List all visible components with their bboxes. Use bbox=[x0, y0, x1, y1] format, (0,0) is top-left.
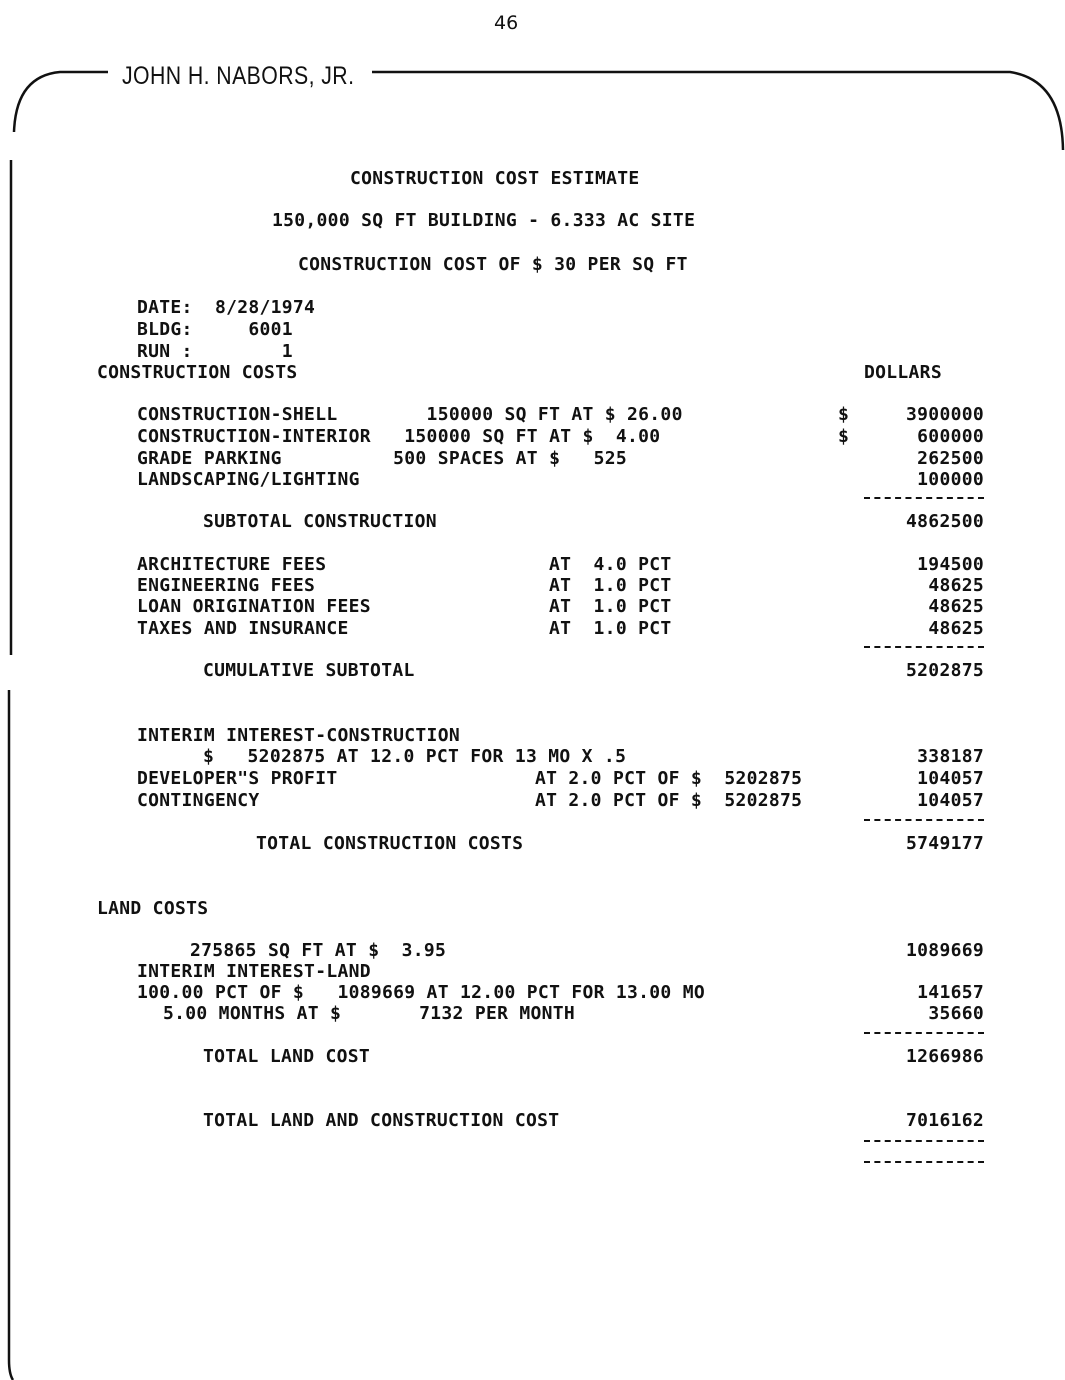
total-construction-amount: 5749177 bbox=[906, 833, 984, 854]
author-letterhead: JOHN H. NABORS, JR. bbox=[122, 62, 355, 90]
total-land-rule bbox=[864, 1032, 984, 1034]
interim-interest-construction-amount: 338187 bbox=[917, 746, 984, 767]
line-item-amount: 600000 bbox=[917, 426, 984, 447]
fee-amount: 48625 bbox=[928, 575, 984, 596]
line-item-desc: GRADE PARKING 500 SPACES AT $ 525 bbox=[137, 448, 628, 469]
grand-total-rule-1 bbox=[864, 1140, 984, 1142]
report-title: CONSTRUCTION COST ESTIMATE bbox=[350, 168, 640, 189]
fee-rate: AT 1.0 PCT bbox=[549, 575, 672, 596]
interim-interest-land-label: INTERIM INTEREST-LAND bbox=[137, 961, 371, 982]
contingency-detail: AT 2.0 PCT OF $ 5202875 bbox=[535, 790, 803, 811]
currency-symbol: $ bbox=[838, 426, 850, 447]
fee-desc: TAXES AND INSURANCE bbox=[137, 618, 349, 639]
subtotal-construction-label: SUBTOTAL CONSTRUCTION bbox=[203, 511, 437, 532]
developer-profit-label: DEVELOPER"S PROFIT bbox=[137, 768, 338, 789]
report-subtitle: 150,000 SQ FT BUILDING - 6.333 AC SITE bbox=[272, 210, 696, 231]
fee-desc: LOAN ORIGINATION FEES bbox=[137, 596, 371, 617]
fee-amount: 194500 bbox=[917, 554, 984, 575]
fee-amount: 48625 bbox=[928, 596, 984, 617]
cumulative-subtotal-label: CUMULATIVE SUBTOTAL bbox=[203, 660, 415, 681]
contingency-amount: 104057 bbox=[917, 790, 984, 811]
line-item-desc: CONSTRUCTION-SHELL 150000 SQ FT AT $ 26.00 bbox=[137, 404, 683, 425]
months-amount: 35660 bbox=[928, 1003, 984, 1024]
total-construction-rule bbox=[864, 819, 984, 821]
bldg-line: BLDG: 6001 bbox=[137, 319, 293, 340]
run-line: RUN : 1 bbox=[137, 341, 293, 362]
total-land-cost-amount: 1266986 bbox=[906, 1046, 984, 1067]
fee-desc: ARCHITECTURE FEES bbox=[137, 554, 327, 575]
line-item-amount: 3900000 bbox=[906, 404, 984, 425]
land-area-line: 275865 SQ FT AT $ 3.95 bbox=[190, 940, 447, 961]
total-construction-label: TOTAL CONSTRUCTION COSTS bbox=[256, 833, 524, 854]
land-costs-heading: LAND COSTS bbox=[97, 898, 209, 919]
line-item-amount: 262500 bbox=[917, 448, 984, 469]
fee-rate: AT 1.0 PCT bbox=[549, 596, 672, 617]
land-area-amount: 1089669 bbox=[906, 940, 984, 961]
fee-rate: AT 4.0 PCT bbox=[549, 554, 672, 575]
subtotal-construction-amount: 4862500 bbox=[906, 511, 984, 532]
cumulative-subtotal-amount: 5202875 bbox=[906, 660, 984, 681]
fee-desc: ENGINEERING FEES bbox=[137, 575, 316, 596]
line-item-amount: 100000 bbox=[917, 469, 984, 490]
contingency-label: CONTINGENCY bbox=[137, 790, 260, 811]
cost-rate-line: CONSTRUCTION COST OF $ 30 PER SQ FT bbox=[298, 254, 688, 275]
developer-profit-amount: 104057 bbox=[917, 768, 984, 789]
subtotal-rule bbox=[864, 497, 984, 499]
developer-profit-detail: AT 2.0 PCT OF $ 5202875 bbox=[535, 768, 803, 789]
construction-costs-heading: CONSTRUCTION COSTS bbox=[97, 362, 298, 383]
grand-total-amount: 7016162 bbox=[906, 1110, 984, 1131]
page-number: 46 bbox=[494, 12, 519, 34]
fee-amount: 48625 bbox=[928, 618, 984, 639]
total-land-cost-label: TOTAL LAND COST bbox=[203, 1046, 371, 1067]
date-line: DATE: 8/28/1974 bbox=[137, 297, 316, 318]
currency-symbol: $ bbox=[838, 404, 850, 425]
grand-total-rule-2 bbox=[864, 1161, 984, 1163]
line-item-desc: CONSTRUCTION-INTERIOR 150000 SQ FT AT $ 4.00 bbox=[137, 426, 661, 447]
interim-interest-land-amount: 141657 bbox=[917, 982, 984, 1003]
dollars-column-label: DOLLARS bbox=[864, 362, 942, 383]
cumulative-rule bbox=[864, 646, 984, 648]
interim-interest-construction-label: INTERIM INTEREST-CONSTRUCTION bbox=[137, 725, 460, 746]
fee-rate: AT 1.0 PCT bbox=[549, 618, 672, 639]
interim-interest-construction-detail: $ 5202875 AT 12.0 PCT FOR 13 MO X .5 bbox=[203, 746, 627, 767]
months-line: 5.00 MONTHS AT $ 7132 PER MONTH bbox=[163, 1003, 576, 1024]
line-item-desc: LANDSCAPING/LIGHTING bbox=[137, 469, 360, 490]
grand-total-label: TOTAL LAND AND CONSTRUCTION COST bbox=[203, 1110, 560, 1131]
interim-interest-land-detail: 100.00 PCT OF $ 1089669 AT 12.00 PCT FOR 13.00 MO bbox=[137, 982, 705, 1003]
